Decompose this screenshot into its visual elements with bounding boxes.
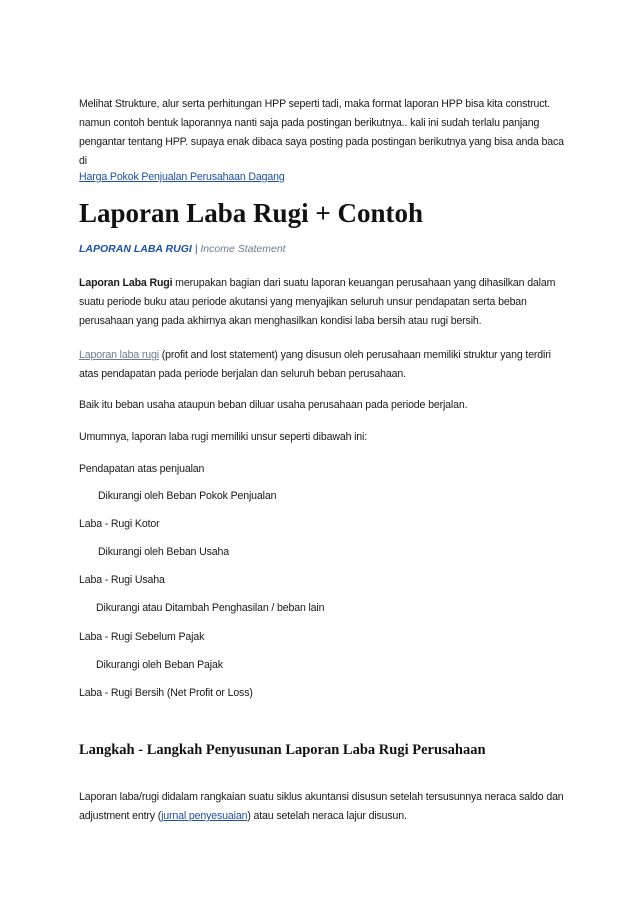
- langkah-after: ) atau setelah neraca lajur disusun.: [247, 810, 407, 822]
- structure-paragraph: [79, 346, 569, 384]
- structure-item: Dikurangi oleh Beban Pajak: [96, 659, 223, 671]
- structure-item: Pendapatan atas penjualan: [79, 463, 205, 475]
- subtitle: [79, 243, 286, 255]
- structure-item: Laba - Rugi Kotor: [79, 518, 160, 530]
- unsur-intro: Umumnya, laporan laba rugi memiliki unsur seperti dibawah ini:: [79, 431, 368, 443]
- harga-pokok-link[interactable]: Harga Pokok Penjualan Perusahaan Dagang: [79, 171, 285, 183]
- definition-paragraph: [79, 274, 569, 331]
- subtitle-main: LAPORAN LABA RUGI: [79, 243, 192, 255]
- structure-item: Laba - Rugi Sebelum Pajak: [79, 631, 205, 643]
- intro-text: Melihat Strukture, alur serta perhitungan HPP seperti tadi, maka format laporan HPP bisa kita construct. namun contoh bentuk laporannya nanti saja pada postingan berikutnya.. kali ini sudah terlalu panjang pengantar tentang HPP. supaya enak dibaca saya posting pada postingan berikutnya yang bisa anda baca di: [79, 98, 564, 167]
- definition-bold: Laporan Laba Rugi: [79, 277, 173, 289]
- subtitle-english: Income Statement: [200, 243, 286, 255]
- intro-paragraph: [79, 95, 569, 171]
- structure-rest: (profit and lost statement) yang disusun oleh perusahaan memiliki struktur yang terdiri atas pendapatan pada periode berjalan dan seluruh beban perusahaan.: [79, 349, 551, 380]
- section-heading: Langkah - Langkah Penyusunan Laporan Laba Rugi Perusahaan: [79, 742, 486, 758]
- page-title: Laporan Laba Rugi + Contoh: [79, 198, 423, 228]
- definition-rest: merupakan bagian dari suatu laporan keuangan perusahaan yang dihasilkan dalam suatu periode buku atau periode akutansi yang menyajikan seluruh unsur pendapatan serta beban perusahaan yang pada akhirnya akan menghasilkan kondisi laba bersih atau rugi bersih.: [79, 277, 556, 327]
- structure-item: Laba - Rugi Bersih (Net Profit or Loss): [79, 687, 253, 699]
- langkah-before: Laporan laba/rugi didalam rangkaian suatu siklus akuntansi disusun setelah tersusunnya neraca saldo dan adjustment entry (: [79, 791, 564, 822]
- structure-item: Dikurangi oleh Beban Pokok Penjualan: [98, 490, 277, 502]
- jurnal-penyesuaian-link[interactable]: jurnal penyesuaian: [161, 810, 248, 822]
- laporan-laba-rugi-link[interactable]: Laporan laba rugi: [79, 349, 159, 361]
- langkah-paragraph: [79, 788, 569, 826]
- subtitle-separator: |: [194, 243, 198, 255]
- harga-link-line: [79, 168, 569, 187]
- beban-paragraph: Baik itu beban usaha ataupun beban diluar usaha perusahaan pada periode berjalan.: [79, 399, 468, 411]
- structure-item: Dikurangi atau Ditambah Penghasilan / beban lain: [96, 602, 325, 614]
- structure-item: Laba - Rugi Usaha: [79, 574, 165, 586]
- structure-item: Dikurangi oleh Beban Usaha: [98, 546, 229, 558]
